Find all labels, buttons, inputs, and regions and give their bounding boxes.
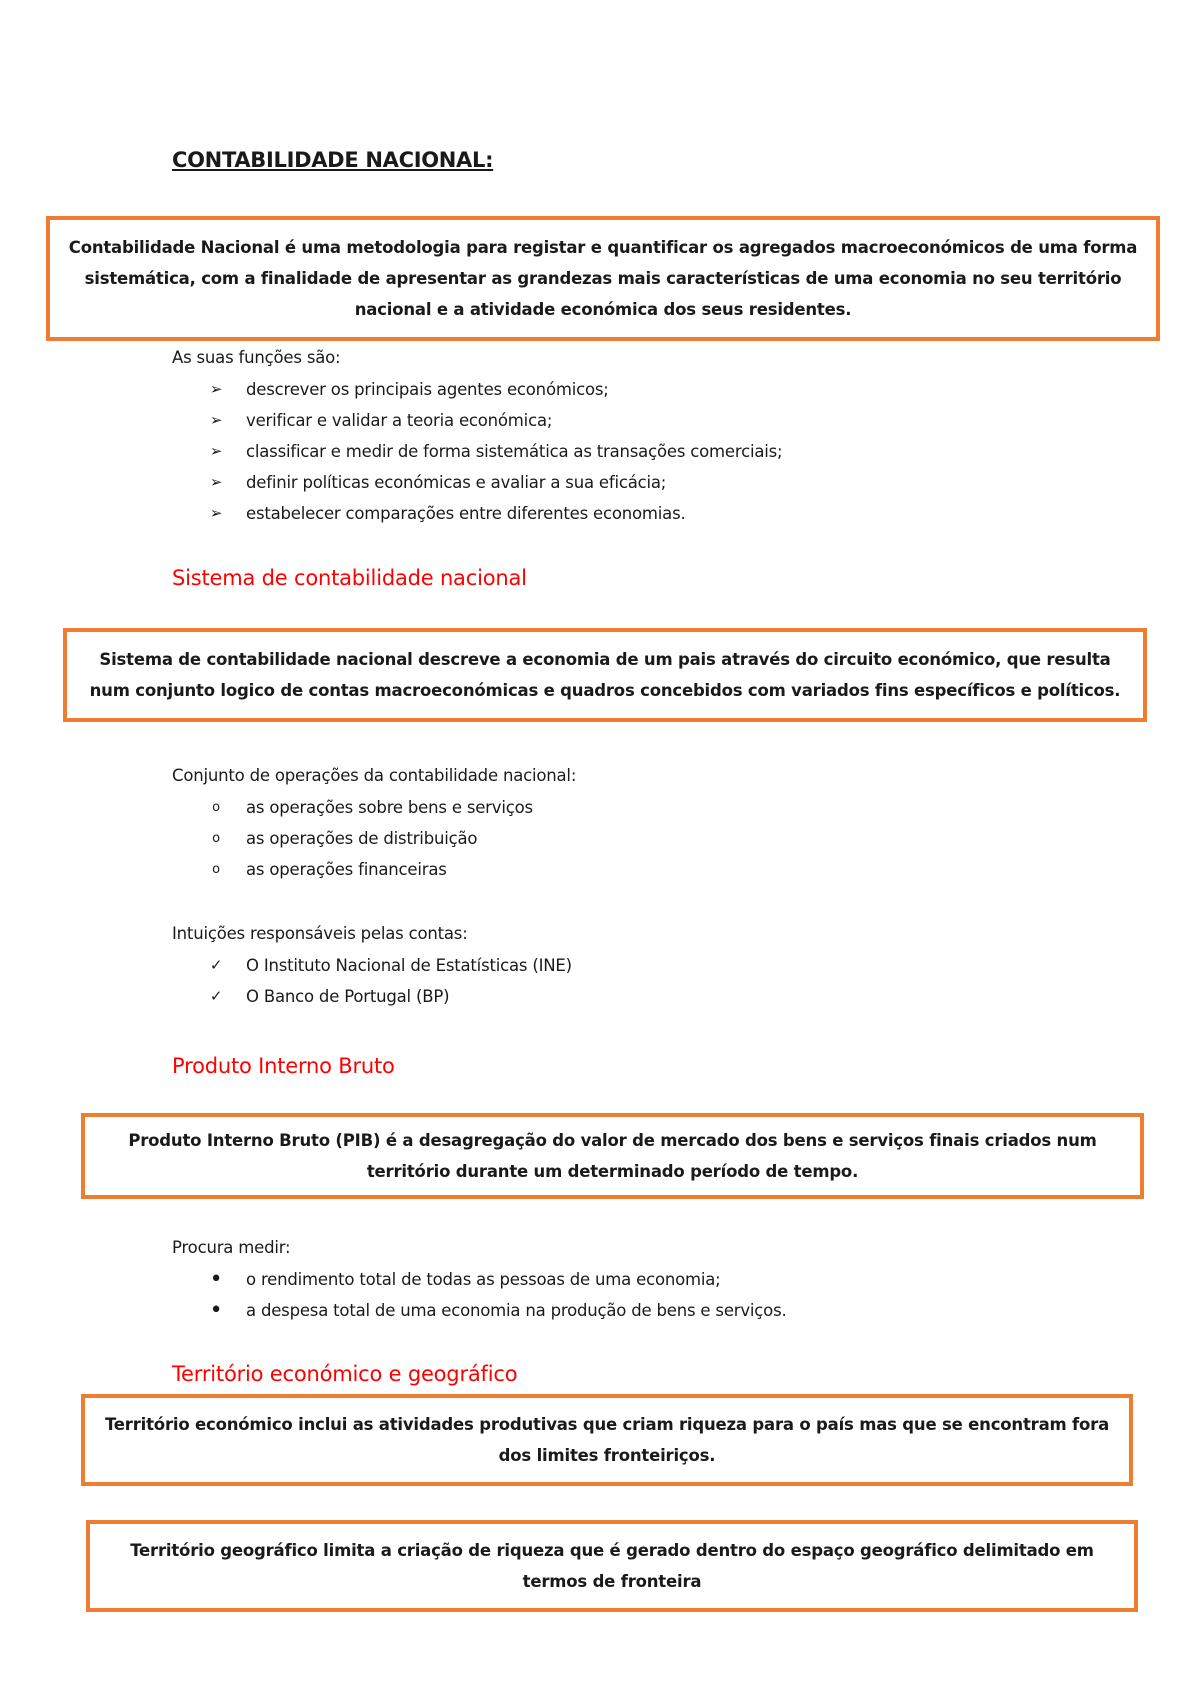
definition-text: Sistema de contabilidade nacional descreve a economia de um pais através do circuito económico, que resulta num conjunto logico de contas macroeconómicas e quadros concebidos com variados fins específicos e políticos. [89,650,1121,700]
definition-box-sistema [63,628,1147,722]
institutions-intro: Intuições responsáveis pelas contas: [172,924,468,943]
circle-bullet-icon: o [212,800,220,815]
checkmark-icon: ✓ [209,987,223,1005]
arrow-bullet-icon: ➢ [209,504,223,522]
circle-bullet-icon: o [212,831,220,846]
definition-text: Produto Interno Bruto (PIB) é a desagregação do valor de mercado dos bens e serviços finais criados num território durante um determinado período de tempo. [128,1131,1097,1181]
functions-intro: As suas funções são: [172,348,341,367]
definition-box-pib [81,1113,1144,1199]
arrow-bullet-icon: ➢ [209,411,223,429]
arrow-bullet-icon: ➢ [209,380,223,398]
arrow-bullet-icon: ➢ [209,473,223,491]
bullet-dot-icon: • [209,1298,223,1323]
measures-intro: Procura medir: [172,1238,291,1257]
definition-box-territorio-economico [81,1394,1133,1486]
section-heading-pib: Produto Interno Bruto [172,1054,395,1078]
definition-box-contabilidade-nacional [46,216,1160,341]
definition-text: Território económico inclui as atividades produtivas que criam riqueza para o país mas que se encontram fora dos limites fronteiriços. [104,1415,1110,1465]
page-title: CONTABILIDADE NACIONAL: [172,148,494,172]
circle-bullet-icon: o [212,862,220,877]
operations-intro: Conjunto de operações da contabilidade nacional: [172,766,577,785]
definition-text: Contabilidade Nacional é uma metodologia para registar e quantificar os agregados macroeconómicos de uma forma sistemática, com a finalidade de apresentar as grandezas mais características de uma economia no seu território nacional e a atividade económica dos seus residentes. [68,238,1138,319]
definition-text: Território geográfico limita a criação de riqueza que é gerado dentro do espaço geográfico delimitado em termos de fronteira [130,1541,1094,1591]
definition-box-territorio-geografico [86,1520,1138,1612]
arrow-bullet-icon: ➢ [209,442,223,460]
section-heading-territorio: Território económico e geográfico [172,1362,518,1386]
checkmark-icon: ✓ [209,956,223,974]
section-heading-sistema: Sistema de contabilidade nacional [172,566,527,590]
bullet-dot-icon: • [209,1267,223,1292]
